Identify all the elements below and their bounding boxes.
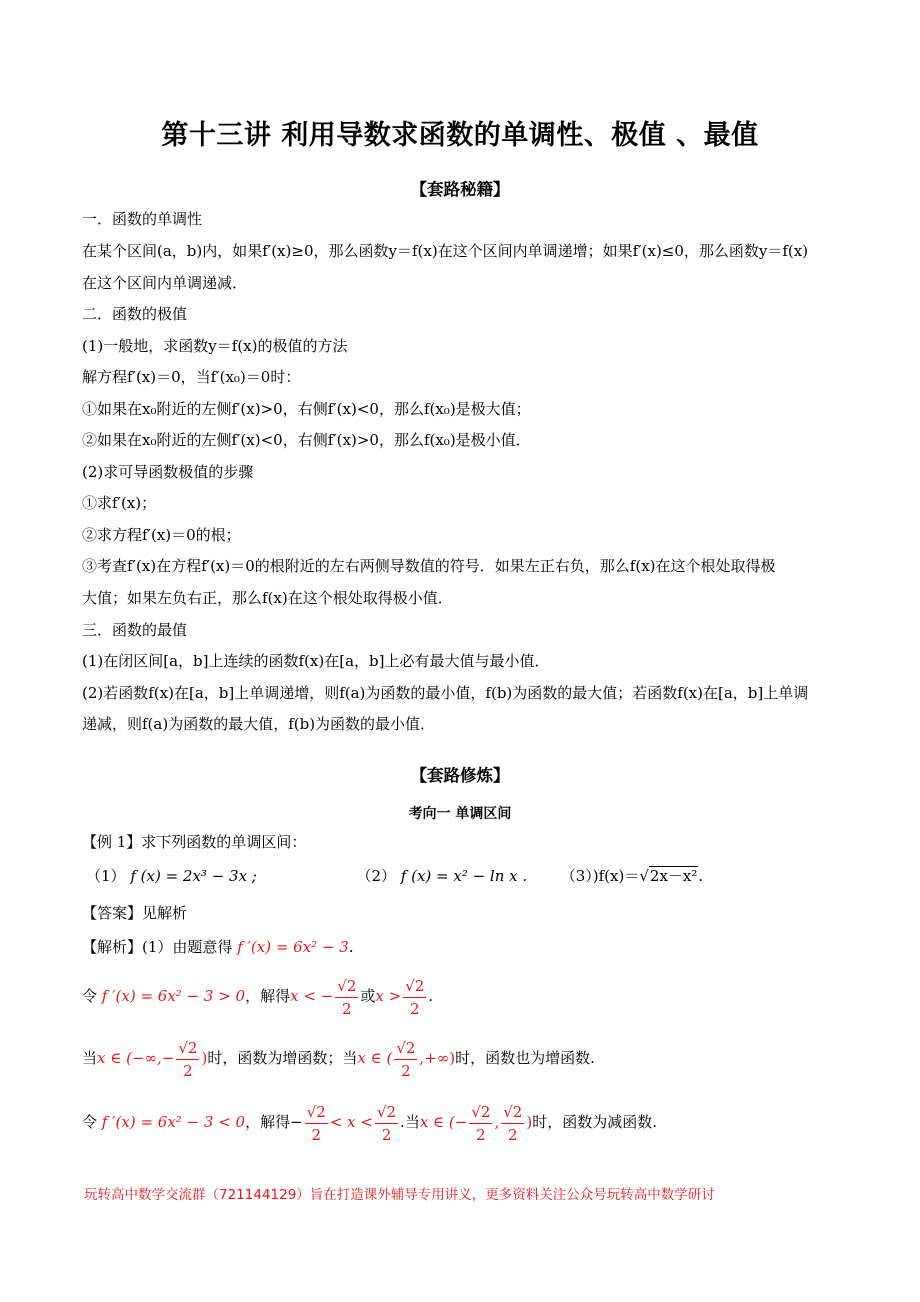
interval-open: x ∈ (− [419, 1113, 468, 1131]
section-heading-practice: 【套路修炼】 [410, 766, 510, 785]
problem-1-expression: f (x) = 2x³ − 3x ; [130, 867, 257, 885]
text-line: 在某个区间(a，b)内，如果f′(x)≥0，那么函数y＝f(x)在这个区间内单调递增；如果f′(x)≤0，那么函数y＝f(x) [82, 242, 809, 260]
text-line: 解方程f′(x)＝0，当f′(x₀)＝0时： [82, 368, 301, 386]
problem-2-number: （2） [356, 867, 396, 885]
denominator: 2 [342, 999, 352, 1018]
numerator: √2 [335, 975, 358, 998]
analysis-line-2 [82, 973, 842, 1020]
fraction-sqrt2-over-2 [176, 1037, 199, 1082]
derivative-expression: f ′(x) = 6x² − 3 [237, 938, 349, 956]
example-problems [86, 866, 846, 886]
ling-label: 令 [82, 1113, 98, 1131]
radicand: 2x－x² [649, 867, 698, 885]
text-line: 递减，则f(a)为函数的最大值，f(b)为函数的最小值． [82, 715, 436, 733]
numerator: √2 [469, 1101, 492, 1124]
page-title: 第十三讲 利用导数求函数的单调性、极值 、最值 [161, 120, 759, 151]
text-line: ①求f′(x)； [82, 494, 157, 512]
numerator: √2 [176, 1037, 199, 1060]
interval-right-open: x ∈ ( [357, 1049, 393, 1067]
numerator: √2 [305, 1101, 328, 1124]
problem-3-period: . [698, 867, 704, 885]
inequality-negative: f ′(x) = 6x² − 3 < 0 [101, 1113, 246, 1131]
numerator: √2 [501, 1101, 524, 1124]
text-line: ②如果在x₀附近的左侧f′(x)<0，右侧f′(x)>0，那么f(x₀)是极小值． [82, 431, 531, 449]
analysis-line-4 [82, 1099, 842, 1146]
numerator: √2 [403, 975, 426, 998]
problem-1-number: （1） [86, 867, 126, 885]
fraction-sqrt2-over-2 [469, 1101, 492, 1146]
text-line: 大值；如果左负右正，那么f(x)在这个根处取得极小值． [82, 589, 453, 607]
denominator: 2 [401, 1061, 411, 1080]
solve-text: ，解得− [245, 1113, 303, 1131]
text-line: 二．函数的极值 [82, 305, 188, 323]
interval-close: ) [526, 1113, 533, 1131]
text-line: ②求方程f′(x)＝0的根； [82, 526, 241, 544]
text-line: 一．函数的单调性 [82, 210, 203, 228]
fraction-sqrt2-over-2 [403, 975, 426, 1020]
interval-comma: , [494, 1113, 500, 1131]
decreasing-text: 时，函数为减函数. [532, 1113, 657, 1131]
answer-line: 【答案】见解析 [82, 904, 188, 922]
numerator: √2 [394, 1037, 417, 1060]
fraction-sqrt2-over-2 [335, 975, 358, 1020]
denominator: 2 [508, 1125, 518, 1144]
interval-plus-infinity: ,+∞) [419, 1049, 456, 1067]
text-line: (2)若函数f(x)在[a，b]上单调递增，则f(a)为函数的最小值，f(b)为函数的最大值；若函数f(x)在[a，b]上单调 [82, 684, 809, 702]
analysis-line-1 [82, 937, 842, 957]
text-line: (2)求可导函数极值的步骤 [82, 463, 254, 481]
analysis-line-3 [82, 1035, 842, 1082]
text-line: (1)在闭区间[a，b]上连续的函数f(x)在[a，b]上必有最大值与最小值． [82, 652, 550, 670]
period: . [428, 987, 434, 1005]
denominator: 2 [311, 1125, 322, 1144]
example-label: 【例 1】求下列函数的单调区间： [82, 833, 307, 851]
problem-3-number: （3） [560, 867, 593, 885]
between-inequality: < x < [329, 1113, 373, 1131]
increasing-text: 时，函数为增函数；当 [207, 1049, 358, 1067]
text-line: 三．函数的最值 [82, 621, 188, 639]
fraction-sqrt2-over-2 [375, 1101, 398, 1146]
denominator: 2 [476, 1125, 486, 1144]
fraction-sqrt2-over-2 [394, 1037, 417, 1082]
x-greater-than: x > [375, 987, 402, 1005]
when-text: .当 [400, 1113, 420, 1131]
interval-left-open: x ∈ (−∞,− [97, 1049, 175, 1067]
when-text: 当 [82, 1049, 98, 1067]
footer-promo: 玩转高中数学交流群（721144129）旨在打造课外辅导专用讲义，更多资料关注公众号玩转高中数学研讨 [84, 1187, 715, 1203]
problem-3-prefix: )f(x)＝ [592, 867, 640, 885]
problem-2-expression: f (x) = x² − ln x . [400, 867, 528, 885]
analysis-lead: 【解析】(1）由题意得 [82, 938, 233, 956]
inequality-positive: f ′(x) = 6x² − 3 > 0 [101, 987, 246, 1005]
subheading-monotone-interval: 考向一 单调区间 [408, 806, 512, 822]
text-line: 在这个区间内单调递减． [82, 274, 248, 292]
x-less-than: x < − [290, 987, 334, 1005]
denominator: 2 [381, 1125, 392, 1144]
denominator: 2 [183, 1061, 193, 1080]
text-line: ①如果在x₀附近的左侧f′(x)>0，右侧f′(x)<0，那么f(x₀)是极大值； [82, 400, 531, 418]
section-heading-secrets: 【套路秘籍】 [410, 180, 510, 199]
sqrt-sign: √2x－x² [639, 867, 698, 885]
text-line: ③考查f′(x)在方程f′(x)＝0的根附近的左右两侧导数值的符号．如果左正右负，那么f(x)在这个根处取得极 [82, 557, 776, 575]
period: . [348, 938, 354, 956]
denominator: 2 [409, 999, 420, 1018]
interval-close: ) [201, 1049, 208, 1067]
increasing-too-text: 时，函数也为增函数. [455, 1049, 595, 1067]
text-line: (1)一般地，求函数y＝f(x)的极值的方法 [82, 337, 348, 355]
numerator: √2 [375, 1101, 398, 1124]
fraction-sqrt2-over-2 [305, 1101, 328, 1146]
or-text: 或 [360, 987, 376, 1005]
fraction-sqrt2-over-2 [501, 1101, 524, 1146]
ling-label: 令 [82, 987, 98, 1005]
solve-text: ，解得 [245, 987, 291, 1005]
